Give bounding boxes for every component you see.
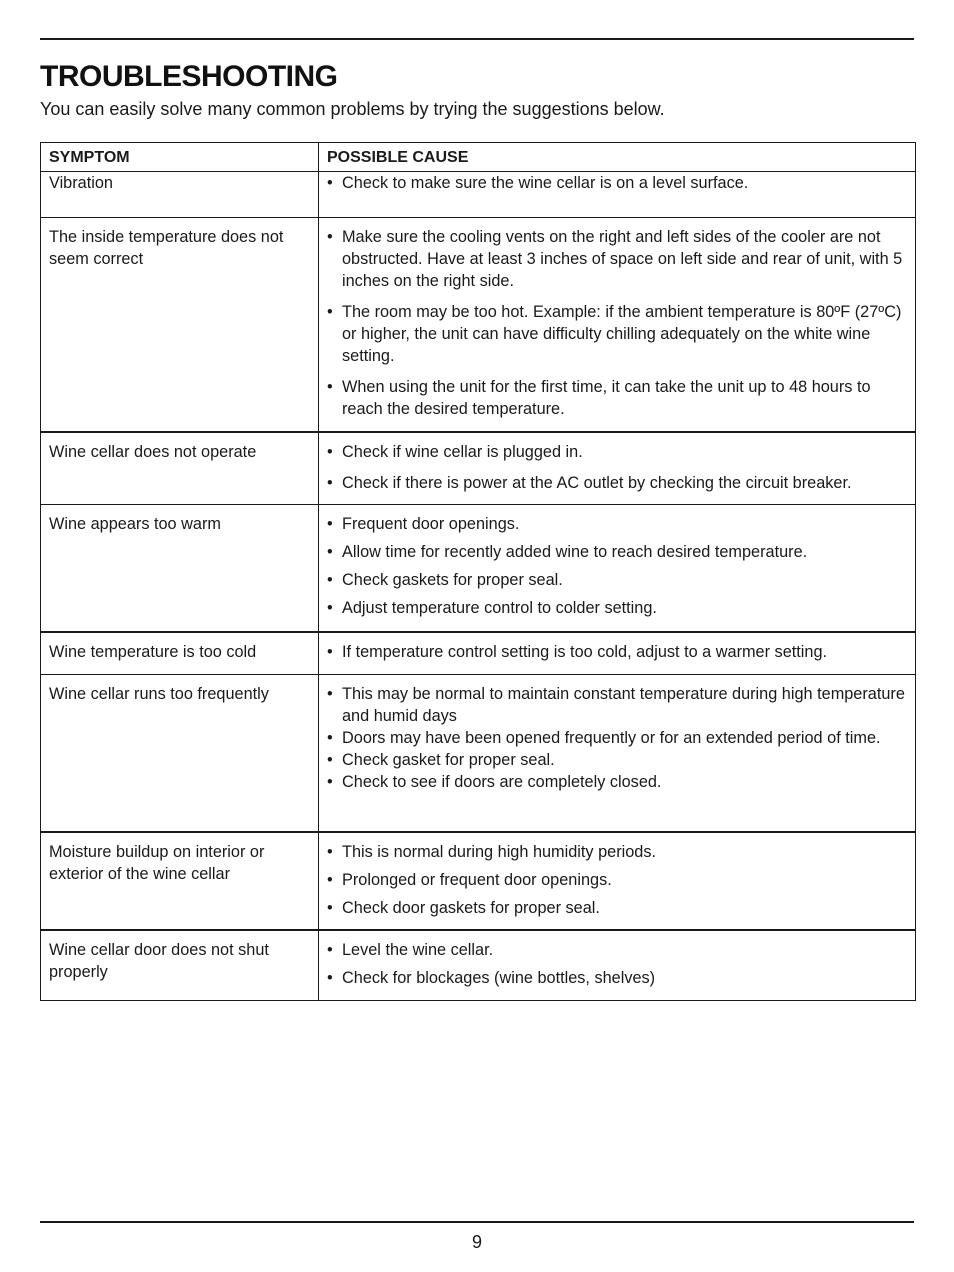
cause-item: • Check to make sure the wine cellar is on a level surface.: [327, 172, 907, 194]
cause-item: • Doors may have been opened frequently or for an extended period of time.: [327, 727, 907, 749]
cause-item: • Prolonged or frequent door openings.: [327, 869, 907, 891]
cause-list: [327, 683, 907, 793]
cause-item: • Check if wine cellar is plugged in.: [327, 441, 907, 463]
symptom-cell: Wine appears too warm: [41, 505, 319, 632]
symptom-cell: Wine cellar door does not shut properly: [41, 930, 319, 1001]
symptom-cell: Wine cellar runs too frequently: [41, 675, 319, 832]
page-number: 9: [471, 1232, 482, 1252]
symptom-cell: The inside temperature does not seem correct: [41, 218, 319, 432]
cause-cell: [319, 505, 916, 632]
cause-list: [327, 641, 907, 663]
cause-cell: [319, 218, 916, 432]
cause-item: • Frequent door openings.: [327, 513, 907, 535]
cause-item: • Check gasket for proper seal.: [327, 749, 907, 771]
cause-item: • The room may be too hot. Example: if the ambient temperature is 80ºF (27ºC) or higher, the unit can have difficulty chilling adequately on the white wine setting.: [327, 301, 907, 367]
troubleshooting-table: [40, 142, 916, 1001]
table-header-row: [41, 143, 916, 172]
table-row: [41, 172, 916, 218]
cause-cell: [319, 632, 916, 675]
table-row: [41, 505, 916, 632]
cause-list: [327, 939, 907, 989]
top-rule: [40, 38, 914, 40]
table-row: [41, 432, 916, 505]
cause-cell: [319, 432, 916, 505]
cause-item: • Make sure the cooling vents on the right and left sides of the cooler are not obstructed. Have at least 3 inches of space on left side and rear of unit, with 5 inches on the right side.: [327, 226, 907, 292]
table-row: [41, 632, 916, 675]
page-title: TROUBLESHOOTING: [40, 60, 338, 93]
cause-item: • Check if there is power at the AC outlet by checking the circuit breaker.: [327, 472, 907, 494]
table-row: [41, 675, 916, 832]
table-row: [41, 832, 916, 930]
table-row: [41, 930, 916, 1001]
table-row: [41, 218, 916, 432]
cause-item: • Check gaskets for proper seal.: [327, 569, 907, 591]
cause-item: • Check to see if doors are completely closed.: [327, 771, 907, 793]
cause-item: • This is normal during high humidity periods.: [327, 841, 907, 863]
symptom-cell: Wine cellar does not operate: [41, 432, 319, 505]
symptom-cell: Wine temperature is too cold: [41, 632, 319, 675]
cause-item: • When using the unit for the first time, it can take the unit up to 48 hours to reach the desired temperature.: [327, 376, 907, 420]
symptom-header: SYMPTOM: [41, 143, 319, 172]
cause-item: • Check door gaskets for proper seal.: [327, 897, 907, 919]
cause-list: [327, 441, 907, 494]
cause-item: • Level the wine cellar.: [327, 939, 907, 961]
intro-text: You can easily solve many common problems by trying the suggestions below.: [40, 99, 665, 119]
cause-list: [327, 513, 907, 619]
cause-item: • Allow time for recently added wine to reach desired temperature.: [327, 541, 907, 563]
cause-item: • If temperature control setting is too cold, adjust to a warmer setting.: [327, 641, 907, 663]
bottom-rule: [40, 1221, 914, 1223]
cause-item: • Adjust temperature control to colder setting.: [327, 597, 907, 619]
cause-list: [327, 841, 907, 919]
cause-item: • This may be normal to maintain constant temperature during high temperature and humid days: [327, 683, 907, 727]
cause-cell: [319, 930, 916, 1001]
cause-list: [327, 172, 907, 194]
symptom-cell: Vibration: [41, 172, 319, 218]
cause-cell: [319, 675, 916, 832]
cause-cell: [319, 172, 916, 218]
symptom-cell: Moisture buildup on interior or exterior of the wine cellar: [41, 832, 319, 930]
cause-item: • Check for blockages (wine bottles, shelves): [327, 967, 907, 989]
possible-cause-header: POSSIBLE CAUSE: [319, 143, 916, 172]
cause-list: [327, 226, 907, 420]
cause-cell: [319, 832, 916, 930]
